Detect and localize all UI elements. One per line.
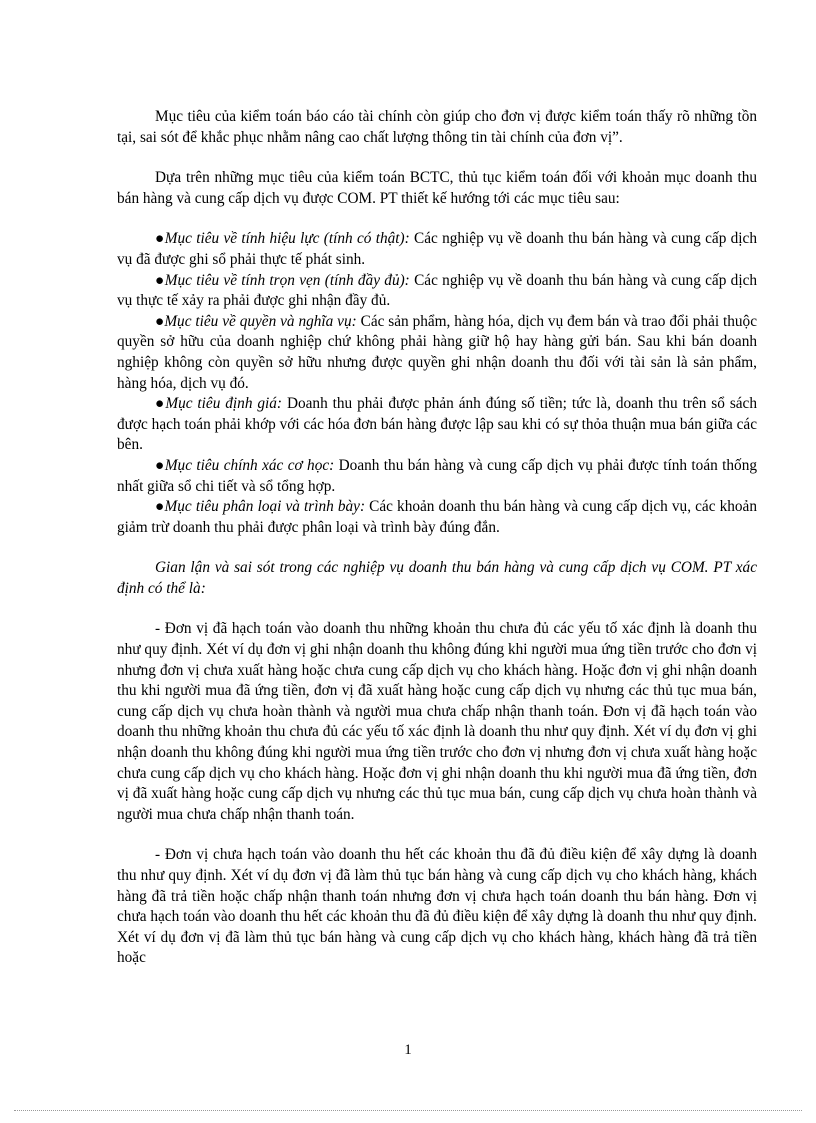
objective-label: Mục tiêu về quyền và nghĩa vụ: [164,312,357,330]
objective-text: Doanh thu phải được phản ánh đúng số tiền; tức là, doanh thu trên sổ sách được hạch toán phải khớp với các hóa đơn bán hàng được lập sau khi có sự thỏa thuận mua bán giữa các bên. [117,395,757,454]
document-page [117,107,757,969]
page-footer-divider [14,1110,802,1111]
page-number: 1 [404,1042,412,1058]
paragraph-audit-purpose: Mục tiêu của kiểm toán báo cáo tài chính còn giúp cho đơn vị được kiểm toán thấy rõ những tồn tại, sai sót để khắc phục nhằm nâng cao chất lượng thông tin tài chính của đơn vị”. [117,108,757,146]
objective-label: Mục tiêu phân loại và trình bày: [164,498,366,516]
objective-text: Các sản phẩm, hàng hóa, dịch vụ đem bán và trao đổi phải thuộc quyền sở hữu của doanh nghiệp chứ không phải hàng giữ hộ hay hàng gửi bán. Sau khi bán doanh nghiệp không còn quyền sở hữu nhưng được quyền ghi nhận doanh thu đối với tài sản là sản phẩm, hàng hóa, dịch vụ đó. [117,312,757,392]
objective-item [117,271,757,312]
objective-text: Các nghiệp vụ về doanh thu bán hàng và cung cấp dịch vụ đã được ghi sổ phải thực tế phát sinh. [117,230,757,268]
fraud-item: - Đơn vị đã hạch toán vào doanh thu những khoản thu chưa đủ các yếu tố xác định là doanh thu như quy định. Xét ví dụ đơn vị ghi nhận doanh thu không đúng khi người mua ứng tiền trước cho đơn vị nhưng đơn vị chưa xuất hàng hoặc chưa cung cấp dịch vụ cho khách hàng. Hoặc đơn vị ghi nhận doanh thu khi người mua đã ứng tiền, đơn vị đã xuất hàng hoặc cung cấp dịch vụ nhưng các thủ tục mua bán, cung cấp dịch vụ chưa hoàn thành và người mua chưa chấp nhận thanh toán. Đơn vị đã hạch toán vào doanh thu những khoản thu chưa đủ các yếu tố xác định là doanh thu như quy định. Xét ví dụ đơn vị ghi nhận doanh thu không đúng khi người mua ứng tiền trước cho đơn vị nhưng đơn vị chưa xuất hàng hoặc chưa cung cấp dịch vụ cho khách hàng. Hoặc đơn vị ghi nhận doanh thu khi người mua đã ứng tiền, đơn vị đã xuất hàng hoặc cung cấp dịch vụ nhưng các thủ tục mua bán, cung cấp dịch vụ chưa hoàn thành và người mua chưa chấp nhận thanh toán. [117,620,757,823]
objective-text: Các nghiệp vụ về doanh thu bán hàng và cung cấp dịch vụ thực tế xảy ra phải được ghi nhận đầy đủ. [117,271,758,310]
objective-label: Mục tiêu về tính trọn vẹn (tính đầy đủ): [164,271,410,289]
fraud-heading: Gian lận và sai sót trong các nghiệp vụ doanh thu bán hàng và cung cấp dịch vụ COM. PT xác định có thể là: [117,559,757,597]
objective-label: Mục tiêu định giá: [165,395,283,413]
bullet-icon: ● [155,395,166,413]
objective-label: Mục tiêu chính xác cơ học: [164,456,335,474]
bullet-icon: ● [155,230,165,248]
fraud-item: - Đơn vị chưa hạch toán vào doanh thu hết các khoản thu đã đủ điều kiện để xây dựng là doanh thu như quy định. Xét ví dụ đơn vị đã làm thủ tục bán hàng và cung cấp dịch vụ cho khách hàng, khách hàng đã trả tiền hoặc chấp nhận thanh toán nhưng đơn vị chưa hạch toán doanh thu bán hàng. Đơn vị chưa hạch toán vào doanh thu hết các khoản thu đã đủ điều kiện để xây dựng là doanh thu như quy định. Xét ví dụ đơn vị đã làm thủ tục bán hàng và cung cấp dịch vụ cho khách hàng, khách hàng đã trả tiền hoặc [117,846,757,967]
paragraph-procedures-intro: Dựa trên những mục tiêu của kiểm toán BCTC, thủ tục kiểm toán đối với khoản mục doanh thu bán hàng và cung cấp dịch vụ được COM. PT thiết kế hướng tới các mục tiêu sau: [117,169,757,207]
objective-item [117,456,757,497]
objective-label: Mục tiêu về tính hiệu lực (tính có thật): [164,230,410,248]
objective-text: Các khoản doanh thu bán hàng và cung cấp dịch vụ, các khoản giảm trừ doanh thu phải được phân loại và trình bày đúng đắn. [117,498,757,536]
objective-item [117,394,757,456]
objective-text: Doanh thu bán hàng và cung cấp dịch vụ phải được tính toán thống nhất giữa sổ chi tiết và sổ tổng hợp. [117,456,757,495]
objectives-list [117,229,757,538]
objective-item [117,312,757,394]
bullet-icon: ● [155,498,165,516]
bullet-icon: ● [155,271,165,289]
objective-item [117,497,757,538]
objective-item [117,229,757,270]
bullet-icon: ● [155,312,165,330]
bullet-icon: ● [155,456,165,474]
